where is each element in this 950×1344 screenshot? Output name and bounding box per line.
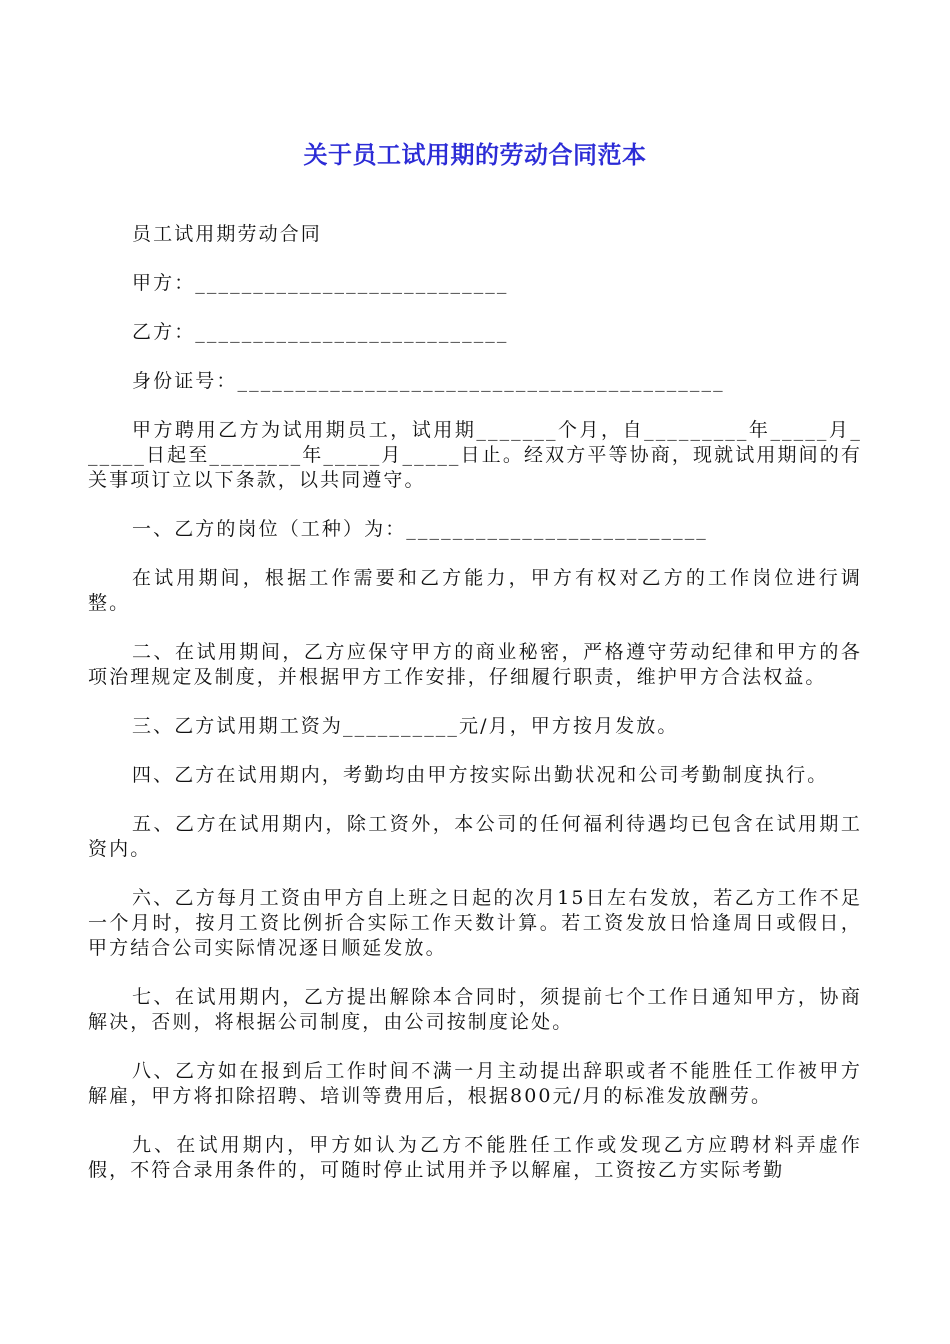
paragraph-clause-2: 二、在试用期间，乙方应保守甲方的商业秘密，严格遵守劳动纪律和甲方的各项治理规定及制度，并根据甲方工作安排，仔细履行职责，维护甲方合法权益。 — [88, 641, 862, 688]
paragraph-clause-1: 一、乙方的岗位（工种）为：__________________________ — [132, 518, 708, 540]
document-body — [88, 222, 862, 1207]
paragraph-clause-7: 七、在试用期内，乙方提出解除本合同时，须提前七个工作日通知甲方，协商解决，否则，将根据公司制度，由公司按制度论处。 — [88, 986, 862, 1033]
paragraph-party-b: 乙方：___________________________ — [132, 321, 509, 343]
paragraph-clause-8: 八、乙方如在报到后工作时间不满一月主动提出辞职或者不能胜任工作被甲方解雇，甲方将扣除招聘、培训等费用后，根据800元/月的标准发放酬劳。 — [88, 1060, 862, 1107]
paragraph-clause-6: 六、乙方每月工资由甲方自上班之日起的次月15日左右发放，若乙方工作不足一个月时，按月工资比例折合实际工作天数计算。若工资发放日恰逢周日或假日，甲方结合公司实际情况逐日顺延发放。 — [88, 887, 862, 959]
paragraph-id-number: 身份证号：__________________________________________ — [132, 370, 725, 392]
document-title: 关于员工试用期的劳动合同范本 — [303, 141, 647, 169]
paragraph-contract-heading: 员工试用期劳动合同 — [132, 223, 322, 245]
paragraph-preamble: 甲方聘用乙方为试用期员工，试用期_______个月，自_________年_____月______日起至________年_____月_____日止。经双方平等协商，现就试用期间的有关事项订立以下条款，以共同遵守。 — [88, 419, 862, 491]
paragraph-clause-1-detail: 在试用期间，根据工作需要和乙方能力，甲方有权对乙方的工作岗位进行调整。 — [88, 567, 862, 614]
paragraph-party-a: 甲方：___________________________ — [132, 272, 509, 294]
paragraph-clause-5: 五、乙方在试用期内，除工资外，本公司的任何福利待遇均已包含在试用期工资内。 — [88, 813, 862, 860]
paragraph-clause-3: 三、乙方试用期工资为__________元/月，甲方按月发放。 — [132, 715, 679, 737]
paragraph-clause-9: 九、在试用期内，甲方如认为乙方不能胜任工作或发现乙方应聘材料弄虚作假，不符合录用条件的，可随时停止试用并予以解雇，工资按乙方实际考勤 — [88, 1134, 862, 1181]
paragraph-clause-4: 四、乙方在试用期内，考勤均由甲方按实际出勤状况和公司考勤制度执行。 — [132, 764, 829, 786]
